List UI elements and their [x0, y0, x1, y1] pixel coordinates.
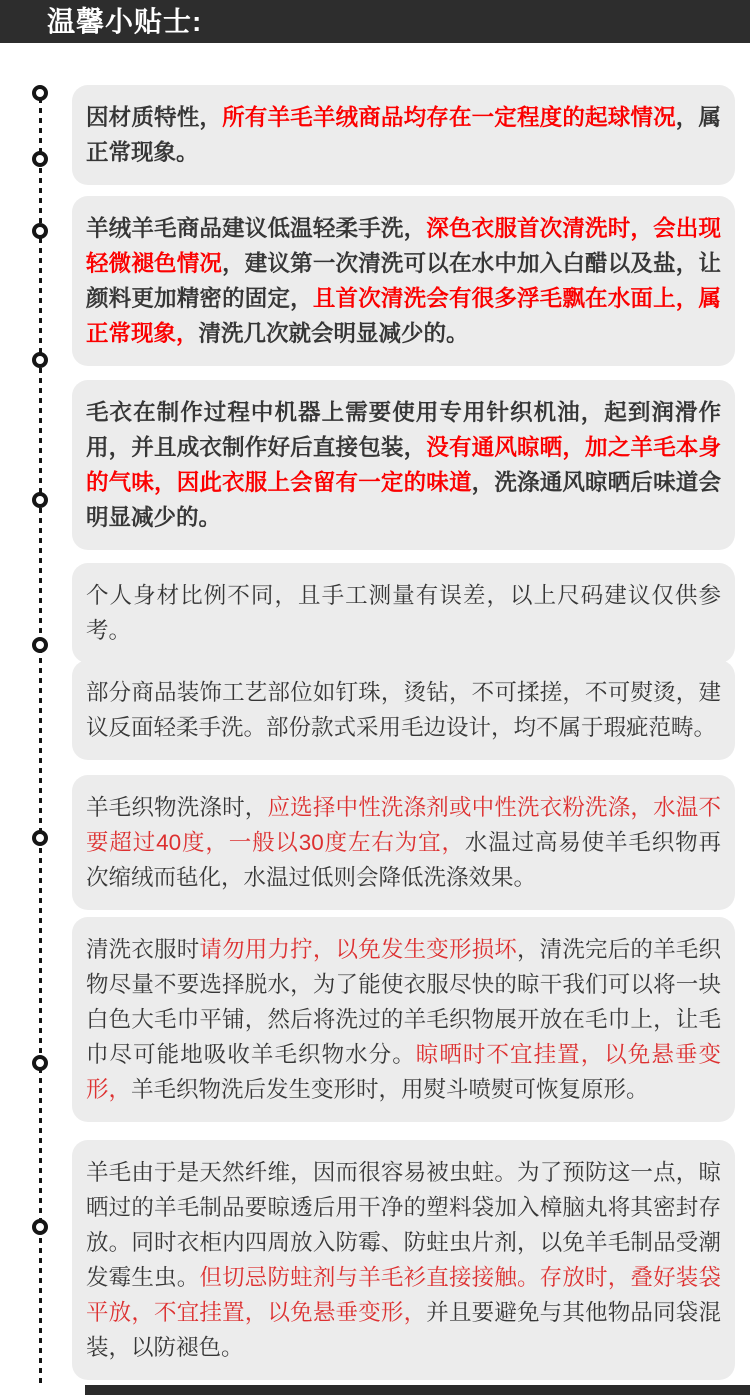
timeline-dot [32, 492, 48, 508]
tip-text-segment: 水温过高易使羊毛织物再次缩绒而毡化，水温过低则会降低洗涤效果。 [86, 830, 721, 890]
tip-box [72, 775, 735, 910]
section-header [0, 0, 750, 43]
tip-text-segment: ，属正常现象。 [86, 105, 721, 165]
tip-box [72, 196, 735, 366]
timeline-dot [32, 1219, 48, 1235]
tip-box [72, 1140, 735, 1380]
tip-text-segment: ，洗涤通风晾晒后味道会明显减少的。 [86, 470, 721, 530]
tip-text-segment: 没有通风晾晒，加之羊毛本身的气味，因此衣服上会留有一定的味道 [86, 435, 721, 495]
tip-box [72, 917, 735, 1122]
tip-text-segment: 部分商品装饰工艺部位如钉珠，烫钻，不可揉搓，不可熨烫，建议反面轻柔手洗。部份款式采用毛边设计，均不属于瑕疵范畴。 [86, 680, 721, 740]
tip-text-segment: 羊毛织物洗后发生变形时，用熨斗喷熨可恢复原形。 [131, 1077, 649, 1102]
tip-text-segment: 并且要避免与其他物品同袋混装，以防褪色。 [86, 1300, 721, 1360]
timeline-dot [32, 637, 48, 653]
tip-text-segment: 清洗衣服时 [86, 937, 200, 962]
timeline-dot [32, 1055, 48, 1071]
timeline-dot [32, 352, 48, 368]
tip-text-segment: ，清洗完后的羊毛织物尽量不要选择脱水，为了能使衣服尽快的晾干我们可以将一块白色大毛巾平铺，然后将洗过的羊毛织物展开放在毛巾上，让毛巾尽可能地吸收羊毛织物水分。 [86, 937, 721, 1067]
tip-box [72, 85, 735, 185]
timeline-dot [32, 151, 48, 167]
section-title: 温馨小贴士: [47, 5, 203, 37]
tip-text-segment: 羊毛织物洗涤时， [86, 795, 268, 820]
tip-text-segment: 且首次清洗会有很多浮毛飘在水面上，属正常现象， [86, 286, 721, 346]
tip-text-segment: 羊绒羊毛商品建议低温轻柔手洗， [86, 216, 427, 241]
tip-text-segment: 个人身材比例不同，且手工测量有误差，以上尺码建议仅供参考。 [86, 583, 721, 643]
tip-text-segment: ，建议第一次清洗可以在水中加入白醋以及盐，让颜料更加精密的固定， [86, 251, 721, 311]
tip-text-segment: 清洗几次就会明显减少的。 [198, 321, 469, 346]
tip-text-segment: 但切忌防蛀剂与羊毛衫直接接触。存放时，叠好装袋平放，不宜挂置，以免悬垂变形， [86, 1265, 721, 1325]
timeline-dot [32, 223, 48, 239]
timeline-dashed-line [39, 88, 42, 1386]
tip-text-segment: 深色衣服首次清洗时，会出现轻微褪色情况 [86, 216, 721, 276]
tip-text-segment: 应选择中性洗涤剂或中性洗衣粉洗涤，水温不要超过40度，一般以30度左右为宜， [86, 795, 721, 855]
tip-box [72, 660, 735, 760]
tip-text-segment: 毛衣在制作过程中机器上需要使用专用针织机油，起到润滑作用，并且成衣制作好后直接包装， [86, 400, 721, 460]
timeline-dot [32, 85, 48, 101]
tip-text-segment: 晾晒时不宜挂置，以免悬垂变形， [86, 1042, 721, 1102]
tip-box [72, 380, 735, 550]
tip-box [72, 563, 735, 663]
tip-text-segment: 所有羊毛羊绒商品均存在一定程度的起球情况 [222, 105, 676, 130]
bottom-divider-bar [85, 1385, 750, 1395]
tip-text-segment: 因材质特性， [86, 105, 223, 130]
timeline-dot [32, 830, 48, 846]
tip-text-segment: 请勿用力拧，以免发生变形损坏 [199, 937, 517, 962]
tip-text-segment: 羊毛由于是天然纤维，因而很容易被虫蛀。为了预防这一点，晾晒过的羊毛制品要晾透后用干净的塑料袋加入樟脑丸将其密封存放。同时衣柜内四周放入防霉、防蛀虫片剂，以免羊毛制品受潮发霉生虫。 [86, 1160, 721, 1290]
